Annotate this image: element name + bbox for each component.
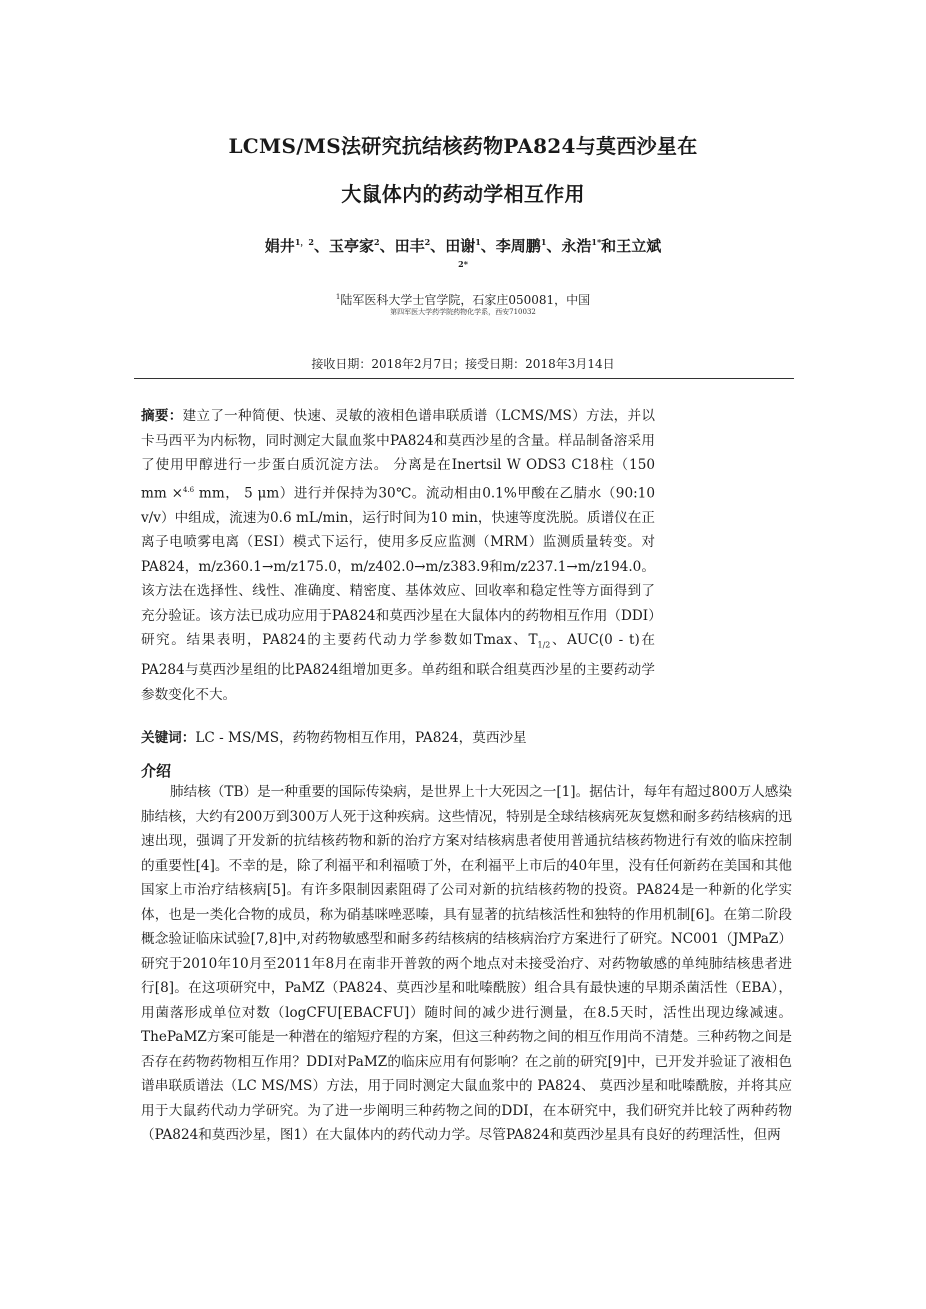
abstract-text-3: 、AUC(0 - t)在PA284与莫西沙星组的比PA824组增加更多。单药组和联合组莫西沙星的主要药动学参数变化不大。 <box>141 632 655 703</box>
author-affiliation-marker: 1* <box>591 237 602 247</box>
abstract-label: 摘要： <box>141 408 183 424</box>
intro-paragraph: 肺结核（TB）是一种重要的国际传染病，是世界上十大死因之一[1]。据估计，每年有超过800万人感染肺结核，大约有200万到300万人死于这种疾病。这些情况，特别是全球结核病死灰复燃和耐多药结核病的迅速出现，强调了开发新的抗结核药物和新的治疗方案对结核病患者使用普通抗结核药物进行有效的临床控制的重要性[4]。不幸的是，除了利福平和利福喷丁外，在利福平上市后的40年里，没有任何新药在美国和其他国家上市治疗结核病[5]。有许多限制因素阻碍了公司对新的抗结核药物的投资。PA824是一种新的化学实体，也是一类化合物的成员，称为硝基咪唑恶嗪，具有显著的抗结核活性和独特的作用机制[6]。在第二阶段概念验证临床试验[7,8]中,对药物敏感型和耐多药结核病的结核病治疗方案进行了研究。NC001（JMPaZ）研究于2010年10月至2011年8月在南非开普敦的两个地点对未接受治疗、对药物敏感的单纯肺结核患者进行[8]。在这项研究中，PaMZ（PA824、莫西沙星和吡嗪酰胺）组合具有最快速的早期杀菌活性（EBA），用菌落形成单位对数（logCFU[EBACFU]）随时间的减少进行测量，在8.5天时，活性出现边缘减速。ThePaMZ方案可能是一种潜在的缩短疗程的方案，但这三种药物之间的相互作用尚不清楚。三种药物之间是否存在药物药物相互作用？DDI对PaMZ的临床应用有何影响？在之前的研究[9]中，已开发并验证了液相色谱串联质谱法（LC MS/MS）方法，用于同时测定大鼠血浆中的 PA824、 莫西沙星和吡嗪酰胺，并将其应用于大鼠药代动力学研究。为了进一步阐明三种药物之间的DDI，在本研究中，我们研究并比较了两种药物（PA824和莫西沙星，图1）在大鼠体内的药代动力学。尽管PA824和莫西沙星具有良好的药理活性，但两 <box>141 784 792 1143</box>
abstract-sub: 1/2 <box>537 640 551 650</box>
author-separator: 、 <box>430 237 446 255</box>
author-separator: 和 <box>601 237 617 255</box>
affiliation-2: 第四军医大学药学院药物化学系，西安710032 <box>390 308 536 316</box>
author-affiliation-marker: 1，2 <box>294 237 314 247</box>
affiliation-1-text: 陆军医科大学士官学院，石家庄050081，中国 <box>340 293 591 307</box>
keywords-text: LC - MS/MS，药物药物相互作用，PA824，莫西沙星 <box>195 730 527 746</box>
abstract-sup: 4.6 <box>182 485 195 494</box>
author-affiliation-marker: 2 <box>424 237 431 247</box>
author-separator: 、 <box>546 237 562 255</box>
author-name: 李周鹏 <box>495 237 541 255</box>
abstract-text-2: mm， 5 μm）进行并保持为30℃。流动相由0.1%甲酸在乙腈水（90:10 v/v）中组成，流速为0.6 mL/min，运行时间为10 min，快速等度洗脱。质谱仪在正离子电喷雾电离（ESI）模式下运行，使用多反应监测（MRM）监测质量转变。对PA824，m/z360.1→m/z175.0，m/z402.0→m/z383.9和m/z237.1→m/z194.0。该方法在选择性、线性、准确度、精密度、基体效应、回收率和稳定性等方面得到了充分验证。该方法已成功应用于PA824和莫西沙星在大鼠体内的药物相互作用（DDI）研究。结果表明，PA824的主要药代动力学参数如Tmax、T <box>141 485 655 649</box>
keywords-label: 关键词： <box>141 730 196 746</box>
author-name: 田谢 <box>445 237 476 255</box>
author-name: 王立斌 <box>616 237 662 255</box>
author-name: 娟井 <box>264 237 295 255</box>
author-separator: 、 <box>379 237 395 255</box>
keywords-line <box>141 726 781 751</box>
author-separator: 、 <box>480 237 496 255</box>
author-affiliation-marker: 1 <box>540 237 547 247</box>
paper-title-line-1: LCMS/MS法研究抗结核药物PA824与莫西沙星在 <box>228 134 698 158</box>
abstract-text-1: 建立了一种简便、快速、灵敏的液相色谱串联质谱（LCMS/MS）方法，并以卡马西平为内标物，同时测定大鼠血浆中PA824和莫西沙星的含量。样品制备溶采用了使用甲醇进行一步蛋白质沉淀方法。 分离是在Inertsil W ODS3 C18柱（150 mm × <box>141 408 655 502</box>
abstract-paragraph <box>141 404 655 707</box>
author-name: 田丰 <box>394 237 425 255</box>
author-list-tail: 2* <box>458 259 468 269</box>
author-affiliation-marker: 1 <box>475 237 481 247</box>
header-divider <box>134 378 794 379</box>
received-accepted-dates: 接收日期：2018年2月7日；接受日期：2018年3月14日 <box>311 357 615 371</box>
author-affiliation-marker: 2 <box>373 237 380 247</box>
section-heading-intro: 介绍 <box>141 762 172 780</box>
author-name: 玉亭家 <box>328 237 374 255</box>
author-list <box>0 235 926 256</box>
author-name: 永浩 <box>561 237 592 255</box>
author-separator: 、 <box>313 237 329 255</box>
affiliation-1 <box>0 291 926 308</box>
paper-title-line-2: 大鼠体内的药动学相互作用 <box>341 182 585 206</box>
affiliation-1-marker: 1 <box>335 293 341 301</box>
